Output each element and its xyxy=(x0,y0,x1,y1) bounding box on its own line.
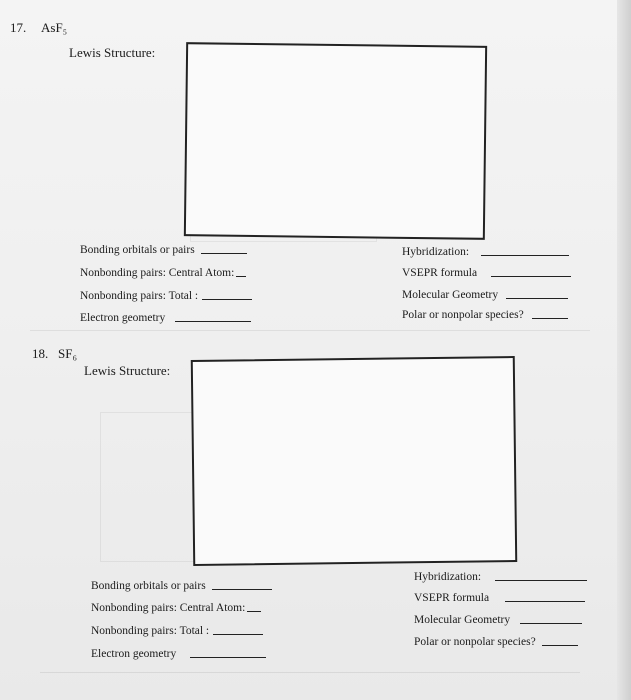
field-label: Polar or nonpolar species? xyxy=(402,309,524,321)
bonding-orbitals-field xyxy=(80,244,247,256)
lewis-structure-drawing-box[interactable] xyxy=(184,42,487,240)
field-label: Electron geometry xyxy=(91,648,177,660)
field-label: Nonbonding pairs: Central Atom: xyxy=(80,267,235,279)
show-through-line xyxy=(40,672,580,673)
answer-blank[interactable] xyxy=(175,320,251,322)
lewis-structure-drawing-box[interactable] xyxy=(191,356,517,566)
field-label: Bonding orbitals or pairs xyxy=(91,580,206,592)
field-label: Molecular Geometry xyxy=(414,614,511,626)
field-label: Hybridization: xyxy=(414,571,482,583)
field-label: VSEPR formula xyxy=(402,267,478,279)
answer-blank[interactable] xyxy=(481,254,569,256)
page-edge xyxy=(617,0,631,700)
field-label: Nonbonding pairs: Total : xyxy=(80,290,199,302)
answer-blank[interactable] xyxy=(212,588,272,590)
question-number: 18. xyxy=(32,346,49,361)
lewis-structure-label: Lewis Structure: xyxy=(84,363,171,378)
bonding-orbitals-field xyxy=(91,580,272,592)
molecular-geometry-field xyxy=(402,289,568,301)
nonbonding-central-field xyxy=(91,602,261,614)
answer-blank[interactable] xyxy=(247,610,261,612)
nonbonding-central-field xyxy=(80,267,246,279)
answer-blank[interactable] xyxy=(520,622,582,624)
field-label: Hybridization: xyxy=(402,246,470,258)
field-label: Nonbonding pairs: Total : xyxy=(91,625,210,637)
answer-blank[interactable] xyxy=(505,600,585,602)
answer-blank[interactable] xyxy=(213,633,263,635)
answer-blank[interactable] xyxy=(190,656,266,658)
field-label: Polar or nonpolar species? xyxy=(414,636,536,648)
polarity-field xyxy=(414,636,578,648)
hybridization-field xyxy=(402,246,569,258)
vsepr-formula-field xyxy=(402,267,571,279)
field-label: Nonbonding pairs: Central Atom: xyxy=(91,602,246,614)
question-number: 17. xyxy=(10,20,27,35)
field-label: Molecular Geometry xyxy=(402,289,499,301)
field-label: Bonding orbitals or pairs xyxy=(80,244,195,256)
answer-blank[interactable] xyxy=(201,252,247,254)
answer-blank[interactable] xyxy=(506,297,568,299)
electron-geometry-field xyxy=(80,312,251,324)
electron-geometry-field xyxy=(91,648,266,660)
nonbonding-total-field xyxy=(91,625,263,637)
answer-blank[interactable] xyxy=(532,317,568,319)
answer-blank[interactable] xyxy=(495,579,587,581)
molecule-formula: SF₆ xyxy=(58,346,77,361)
molecule-formula: AsF₅ xyxy=(41,20,68,35)
molecular-geometry-field xyxy=(414,614,582,626)
hybridization-field xyxy=(414,571,587,583)
lewis-structure-label: Lewis Structure: xyxy=(69,45,156,60)
show-through-line xyxy=(30,330,590,331)
answer-blank[interactable] xyxy=(491,275,571,277)
vsepr-formula-field xyxy=(414,592,585,604)
field-label: VSEPR formula xyxy=(414,592,490,604)
polarity-field xyxy=(402,309,568,321)
answer-blank[interactable] xyxy=(236,275,246,277)
answer-blank[interactable] xyxy=(542,644,578,646)
field-label: Electron geometry xyxy=(80,312,166,324)
nonbonding-total-field xyxy=(80,290,252,302)
answer-blank[interactable] xyxy=(202,298,252,300)
